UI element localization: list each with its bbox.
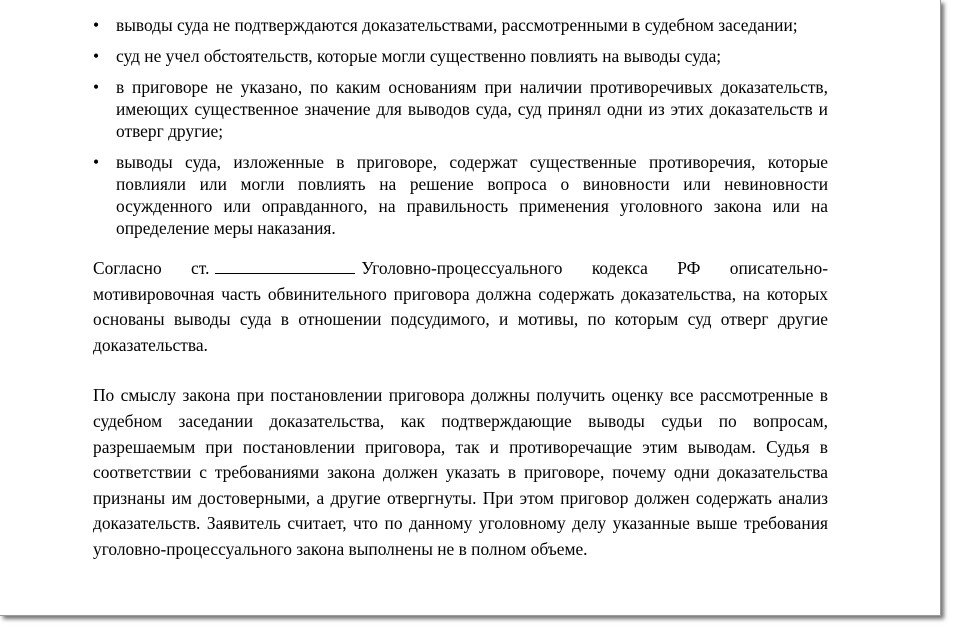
list-item [93,76,828,142]
paragraph-evidence-assessment [93,383,828,562]
list-item-text: выводы суда не подтверждаются доказательствами, рассмотренными в судебном заседании; [116,15,798,35]
list-item [93,14,828,36]
paragraph-article-reference [93,256,828,358]
blank-fill-line [215,259,355,274]
bullet-icon: • [93,152,100,172]
list-item-text: выводы суда, изложенные в приговоре, содержат существенные противоречия, которые повлияли или могли повлиять на решение вопроса о виновности или невиновности осужденного или оправданного, на правильность применения уголовного закона или на определение меры наказания. [116,152,828,238]
paragraph-text: По смыслу закона при постановлении приговора должны получить оценку все рассмотренные в судебном заседании доказательства, как подтверждающие выводы судьи по вопросам, разрешаемым при постановлении приговора, так и противоречащие этим выводам. Судья в соответствии с требованиями закона должен указать в приговоре, почему одни доказательства признаны им достоверными, а другие отвергнуты. При этом приговор должен содержать анализ доказательств. Заявитель считает, что по данному уголовному делу указанные выше требования уголовно-процессуального закона выполнены не в полном объеме. [93,385,828,559]
list-item [93,151,828,239]
paragraph-text-before-blank: Согласно ст. [93,258,210,278]
bullet-list [93,14,828,239]
list-item-text: суд не учел обстоятельств, которые могли существенно повлиять на выводы суда; [116,46,722,66]
bullet-icon: • [93,46,100,66]
bullet-icon: • [93,15,100,35]
document-content [93,14,828,563]
paragraph-text-after-blank: Уголовно-процессуального кодекса РФ описательно-мотивировочная часть обвинительного приговора должна содержать доказательства, на которых основаны выводы суда в отношении подсудимого, и мотивы, по которым суд отверг другие доказательства. [93,258,828,355]
list-item [93,45,828,67]
list-item-text: в приговоре не указано, по каким основаниям при наличии противоречивых доказательств, имеющих существенное значение для выводов суда, суд принял одни из этих доказательств и отверг другие; [116,77,828,141]
bullet-icon: • [93,77,100,97]
